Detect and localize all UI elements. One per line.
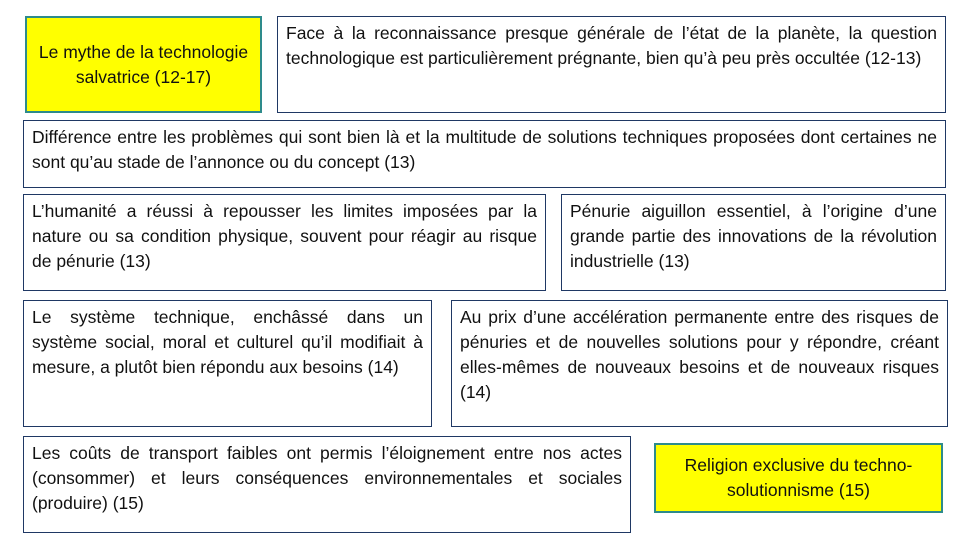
box-difference: [23, 120, 946, 188]
technical-system-text: Le système technique, enchâssé dans un système social, moral et culturel qu’il modifiait à mesure, a plutôt bien répondu aux besoins (14): [32, 307, 423, 377]
box-technical-system: [23, 300, 432, 427]
title-box-religion: [654, 443, 943, 513]
transport-text: Les coûts de transport faibles ont permis l’éloignement entre nos actes (consommer) et leurs conséquences environnementales et sociales (produire) (15): [32, 443, 622, 513]
intro-text: Face à la reconnaissance presque générale de l’état de la planète, la question technologique est particulièrement prégnante, bien qu’à peu près occultée (12-13): [286, 23, 937, 68]
title-box-myth: [25, 16, 262, 113]
scarcity-text: Pénurie aiguillon essentiel, à l’origine d’une grande partie des innovations de la révolution industrielle (13): [570, 201, 937, 271]
title-myth-text: Le mythe de la technologie salvatrice (12-17): [38, 41, 249, 87]
box-transport: [23, 436, 631, 533]
acceleration-text: Au prix d’une accélération permanente entre des risques de pénuries et de nouvelles solutions pour y répondre, créant elles-mêmes de nouveaux besoins et de nouveaux risques (14): [460, 307, 939, 402]
difference-text: Différence entre les problèmes qui sont bien là et la multitude de solutions techniques proposées dont certaines ne sont qu’au stade de l’annonce ou du concept (13): [32, 127, 937, 172]
box-intro: [277, 16, 946, 113]
title-religion-text: Religion exclusive du techno-solutionnisme (15): [684, 455, 913, 500]
box-humanity: [23, 194, 546, 291]
box-scarcity: [561, 194, 946, 291]
humanity-text: L’humanité a réussi à repousser les limites imposées par la nature ou sa condition physique, souvent pour réagir au risque de pénurie (13): [32, 201, 537, 271]
box-acceleration: [451, 300, 948, 427]
